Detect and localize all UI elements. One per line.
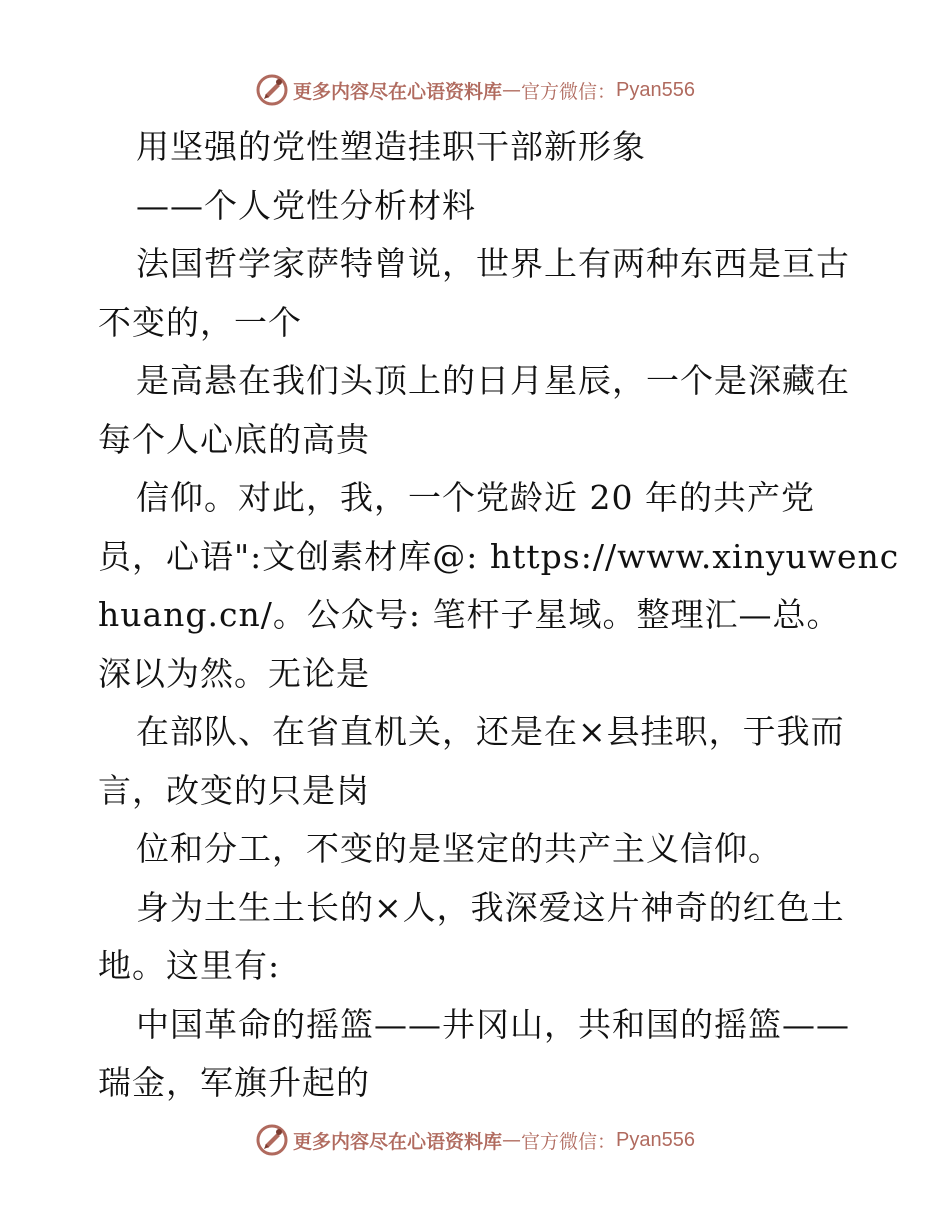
- document-line: 中国革命的摇篮——井冈山，共和国的摇篮——: [136, 1004, 850, 1044]
- document-line: 言，改变的只是岗: [98, 770, 370, 810]
- footer-watermark: [0, 1120, 950, 1160]
- document-line: 位和分工，不变的是坚定的共产主义信仰。: [136, 829, 782, 868]
- document-line: 在部队、在省直机关，还是在×县挂职，于我而: [136, 712, 845, 751]
- document-line: 用坚强的党性塑造挂职干部新形象: [136, 127, 646, 166]
- document-line: ——个人党性分析材料: [136, 185, 476, 225]
- document-line: 深以为然。无论是: [98, 653, 370, 693]
- document-line: 瑞金，军旗升起的: [98, 1063, 370, 1102]
- document-line: huang.cn/。公众号: 笔杆子星域。整理汇—总。: [98, 595, 841, 634]
- document-line: 地。这里有:: [98, 946, 281, 985]
- watermark-site-text: 更多内容尽在心语资料库: [293, 1130, 503, 1153]
- document-line: 员，心语":文创素材库@: https://www.xinyuwenc: [98, 536, 900, 576]
- document-line: 身为土生土长的×人，我深爱这片神奇的红色土: [136, 887, 845, 927]
- document-line: 法国哲学家萨特曾说，世界上有两种东西是亘古: [136, 244, 850, 283]
- document-line: 每个人心底的高贵: [98, 419, 370, 459]
- document-line: 是高悬在我们头顶上的日月星辰，一个是深藏在: [136, 361, 850, 400]
- document-line: 不变的，一个: [98, 302, 302, 342]
- watermark-wechat-label: 官方微信：: [521, 80, 617, 103]
- document-body: [98, 118, 900, 1113]
- document-line: 信仰。对此，我，一个党龄近 20 年的共产党: [136, 478, 815, 517]
- brand-logo-icon: [255, 73, 289, 107]
- watermark-separator: —: [502, 1129, 522, 1151]
- watermark-wechat-id: Pyan556: [616, 1128, 695, 1151]
- brand-logo-icon: [255, 1123, 289, 1157]
- watermark-separator: —: [502, 79, 522, 101]
- watermark-wechat-label: 官方微信：: [521, 1130, 617, 1153]
- watermark-site-text: 更多内容尽在心语资料库: [293, 80, 503, 103]
- header-watermark: [0, 70, 950, 110]
- watermark-wechat-id: Pyan556: [616, 78, 695, 101]
